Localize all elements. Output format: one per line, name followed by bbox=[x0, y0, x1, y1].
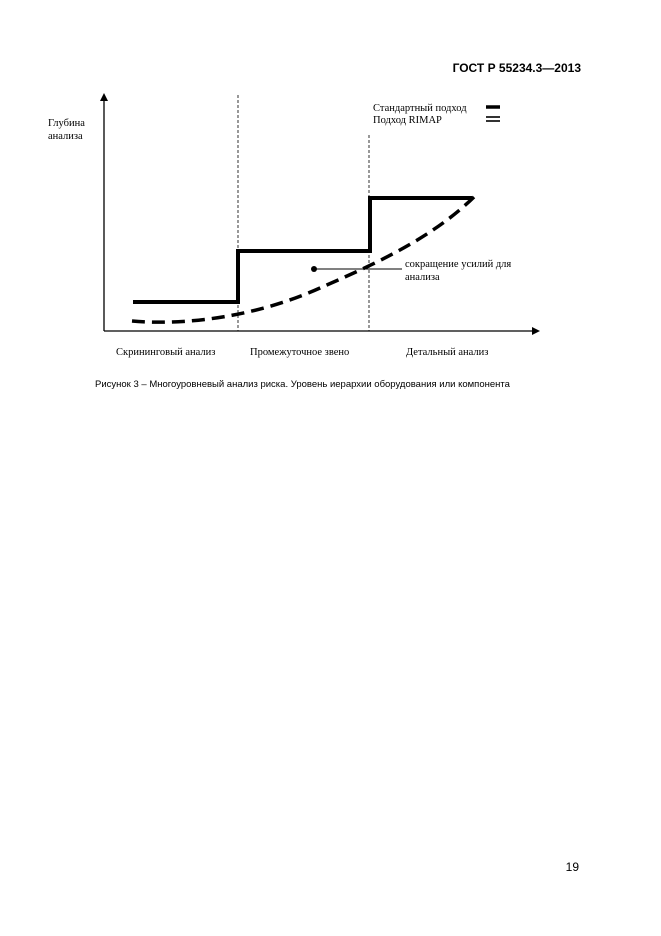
risk-analysis-figure bbox=[0, 0, 661, 400]
annotation-label-line2: анализа bbox=[405, 272, 440, 283]
y-axis-label-line2: анализа bbox=[48, 131, 83, 142]
stage-label-intermediate: Промежуточное звено bbox=[250, 347, 350, 358]
legend-standard-label: Стандартный подход bbox=[373, 103, 467, 114]
annotation-label-line1: сокращение усилий для bbox=[405, 259, 512, 270]
figure-caption: Рисунок 3 – Многоуровневый анализ риска. Уровень иерархии оборудования или компонента bbox=[95, 379, 510, 390]
standard-approach-step-line bbox=[133, 198, 472, 302]
page-number: 19 bbox=[565, 860, 579, 874]
y-axis-label-line1: Глубина bbox=[48, 118, 85, 129]
stage-label-screening: Скрининговый анализ bbox=[116, 347, 216, 358]
legend-rimap-label: Подход RIMAP bbox=[373, 115, 442, 126]
stage-label-detailed: Детальный анализ bbox=[406, 347, 489, 358]
document-standard-number: ГОСТ Р 55234.3—2013 bbox=[452, 61, 581, 75]
